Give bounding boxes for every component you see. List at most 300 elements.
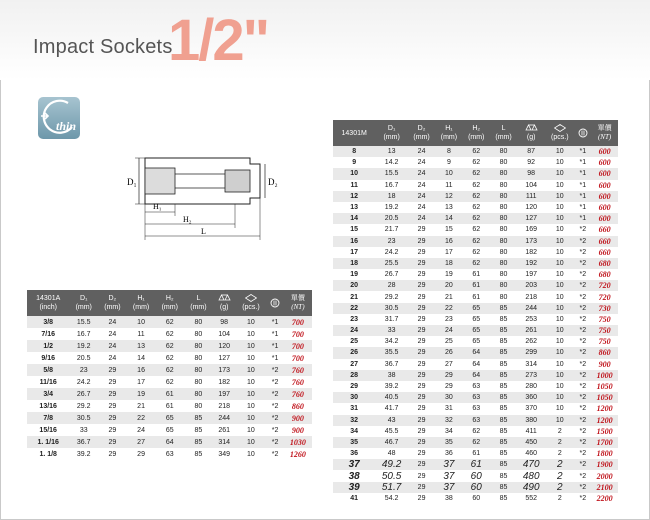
price-cell: 1700 (591, 437, 618, 448)
column-header-label: D₁ (80, 295, 88, 302)
table-cell: 29 (408, 470, 435, 481)
table-cell: 24.2 (375, 247, 408, 258)
table-cell: 34.2 (375, 336, 408, 347)
table-cell: 29 (408, 415, 435, 426)
column-header (375, 120, 408, 146)
table-cell: 24 (435, 325, 462, 336)
table-cell: 45.5 (375, 426, 408, 437)
size-cell: 20 (333, 280, 375, 291)
size-cell: 21 (333, 291, 375, 302)
table-cell: 10 (545, 280, 574, 291)
table-cell: 24 (98, 316, 127, 328)
table-cell: 85 (184, 412, 213, 424)
table-cell: 62 (463, 426, 490, 437)
table-cell: 262 (517, 336, 545, 347)
table-cell: 24 (98, 352, 127, 364)
table-cell: 61 (463, 448, 490, 459)
table-cell: 85 (490, 370, 517, 381)
table-cell: 29 (408, 336, 435, 347)
table-cell: 80 (490, 224, 517, 235)
table-cell: 31 (435, 403, 462, 414)
table-cell: 360 (517, 392, 545, 403)
table-cell: 80 (490, 258, 517, 269)
table-cell: 10 (236, 400, 267, 412)
table-cell: 10 (236, 424, 267, 436)
table-cell: 30.5 (375, 303, 408, 314)
table-cell: 120 (517, 202, 545, 213)
table-row (333, 448, 618, 459)
size-cell: 29 (333, 381, 375, 392)
price-cell: 760 (284, 364, 312, 376)
table-cell: 62 (463, 157, 490, 168)
table-cell: 40.5 (375, 392, 408, 403)
table-row (333, 146, 618, 157)
table-cell: 261 (517, 325, 545, 336)
table-cell: *2 (574, 392, 591, 403)
table-cell: 38 (435, 493, 462, 504)
table-cell: 24 (408, 213, 435, 224)
table-cell: *1 (266, 316, 284, 328)
table-row (333, 370, 618, 381)
table-cell: 25.5 (375, 258, 408, 269)
table-cell: *2 (574, 247, 591, 258)
table-cell: 15 (435, 224, 462, 235)
table-cell: 10 (545, 258, 574, 269)
table-cell: 173 (517, 236, 545, 247)
table-cell: *2 (266, 424, 284, 436)
price-cell: 730 (591, 303, 618, 314)
table-cell: 29 (98, 436, 127, 448)
table-cell: 10 (545, 157, 574, 168)
thin-wall-badge (38, 97, 80, 139)
table-cell: 460 (517, 448, 545, 459)
h1-label: H₁ (153, 202, 162, 211)
table-cell: *2 (574, 359, 591, 370)
price-cell: 1900 (591, 459, 618, 470)
table-cell: 43 (375, 415, 408, 426)
size-cell: 28 (333, 370, 375, 381)
price-cell: 720 (591, 291, 618, 302)
column-header-label: H₁ (137, 295, 145, 302)
table-cell: 19.2 (375, 202, 408, 213)
table-cell: 10 (545, 392, 574, 403)
table-cell: 29 (408, 370, 435, 381)
table-cell: 24 (127, 424, 156, 436)
price-cell: 1800 (591, 448, 618, 459)
table-cell: 173 (213, 364, 236, 376)
size-cell: 35 (333, 437, 375, 448)
table-cell: 29 (408, 224, 435, 235)
table-cell: 63 (463, 381, 490, 392)
table-cell: *1 (574, 191, 591, 202)
table-cell: 10 (236, 436, 267, 448)
table-cell: 24.2 (69, 376, 98, 388)
column-header (463, 120, 490, 146)
table-cell: 32 (435, 415, 462, 426)
price-cell: 2000 (591, 470, 618, 481)
price-cell: 1000 (591, 370, 618, 381)
table-cell: 62 (463, 168, 490, 179)
price-cell: 700 (284, 352, 312, 364)
table-cell: 24 (408, 146, 435, 157)
table-cell: 273 (517, 370, 545, 381)
table-cell: 11 (127, 328, 156, 340)
table-cell: *1 (574, 146, 591, 157)
price-cell: 720 (591, 280, 618, 291)
size-cell: 15/16 (27, 424, 69, 436)
size-cell: 15 (333, 224, 375, 235)
table-cell: 61 (463, 459, 490, 470)
price-cell: 660 (591, 247, 618, 258)
table-cell: *2 (574, 470, 591, 481)
price-cell: 1030 (284, 436, 312, 448)
table-cell: 64 (463, 370, 490, 381)
size-cell: 1/2 (27, 340, 69, 352)
table-cell: 30.5 (69, 412, 98, 424)
table-row (333, 381, 618, 392)
table-row (333, 157, 618, 168)
table-cell: 10 (236, 412, 267, 424)
table-cell: 85 (490, 381, 517, 392)
table-cell: 29 (408, 392, 435, 403)
column-header-label: 14301A (36, 295, 61, 302)
table-cell: *2 (574, 448, 591, 459)
price-cell: 660 (591, 236, 618, 247)
table-cell: 14 (435, 213, 462, 224)
size-cell: 10 (333, 168, 375, 179)
table-cell: 29 (98, 448, 127, 460)
table-cell: 62 (463, 224, 490, 235)
column-header (213, 290, 236, 316)
table-cell: 27 (127, 436, 156, 448)
table-row (333, 336, 618, 347)
price-cell: 1200 (591, 403, 618, 414)
table-cell: 62 (155, 328, 184, 340)
table-cell: 2 (545, 448, 574, 459)
table-row (27, 388, 312, 400)
box-icon (245, 295, 257, 302)
table-cell: 480 (517, 470, 545, 481)
column-header-unit: (mm) (104, 304, 121, 311)
column-header (27, 290, 69, 316)
table-cell: 17 (127, 376, 156, 388)
table-cell: 85 (490, 448, 517, 459)
size-cell: 5/8 (27, 364, 69, 376)
size-cell: 26 (333, 347, 375, 358)
table-cell: 21.7 (375, 224, 408, 235)
table-cell: 380 (517, 415, 545, 426)
table-cell: 29 (408, 347, 435, 358)
size-cell: 36 (333, 448, 375, 459)
table-cell: 80 (490, 269, 517, 280)
table-cell: 197 (517, 269, 545, 280)
table-cell: 35 (435, 437, 462, 448)
table-cell: 29 (127, 448, 156, 460)
table-cell: 24 (408, 157, 435, 168)
table-row (333, 291, 618, 302)
table-row (333, 180, 618, 191)
table-cell: 10 (545, 213, 574, 224)
table-cell: 50.5 (375, 470, 408, 481)
table-row (27, 400, 312, 412)
table-cell: 85 (490, 392, 517, 403)
table-cell: 10 (236, 388, 267, 400)
price-cell: 1050 (591, 381, 618, 392)
column-header (236, 290, 267, 316)
table-cell: 244 (213, 412, 236, 424)
table-cell: *2 (574, 336, 591, 347)
table-cell: 11 (435, 180, 462, 191)
table-cell: 127 (213, 352, 236, 364)
price-cell: 600 (591, 202, 618, 213)
table-cell: 29 (98, 376, 127, 388)
size-cell: 12 (333, 191, 375, 202)
column-header-label: D₂ (417, 125, 426, 132)
column-header-unit: (pcs.) (242, 304, 260, 311)
table-cell: 29 (98, 364, 127, 376)
column-header (545, 120, 574, 146)
table-cell: 15.5 (375, 168, 408, 179)
table-cell: 10 (545, 314, 574, 325)
table-cell: 10 (545, 146, 574, 157)
table-cell: 85 (184, 436, 213, 448)
table-cell: 62 (463, 146, 490, 157)
table-cell: 20 (435, 280, 462, 291)
table-cell: 60 (463, 493, 490, 504)
table-cell: 46.7 (375, 437, 408, 448)
table-cell: 22 (127, 412, 156, 424)
size-cell: 27 (333, 359, 375, 370)
column-header-unit: (mm) (132, 304, 150, 311)
table-cell: 85 (490, 470, 517, 481)
table-cell: 10 (236, 340, 267, 352)
table-cell: *2 (574, 325, 591, 336)
scale-icon (525, 125, 538, 132)
price-cell: 760 (284, 388, 312, 400)
table-cell: 10 (545, 336, 574, 347)
column-header-unit: (g) (219, 304, 229, 311)
table-cell: 85 (490, 303, 517, 314)
table-cell: 61 (463, 291, 490, 302)
table-cell: 29 (98, 388, 127, 400)
column-header (266, 290, 284, 316)
table-cell: *1 (574, 202, 591, 213)
table-cell: 62 (155, 316, 184, 328)
table-cell: 490 (517, 482, 545, 493)
table-cell: 20.5 (375, 213, 408, 224)
table-cell: *2 (574, 426, 591, 437)
table-cell: 349 (213, 448, 236, 460)
table-cell: 65 (463, 303, 490, 314)
table-cell: 65 (463, 314, 490, 325)
table-cell: 41.7 (375, 403, 408, 414)
table-cell: 13 (127, 340, 156, 352)
table-cell: 29 (408, 269, 435, 280)
table-row (333, 403, 618, 414)
table-cell: 19.2 (69, 340, 98, 352)
table-row (333, 247, 618, 258)
table-cell: 62 (463, 258, 490, 269)
table-cell: 85 (490, 314, 517, 325)
table-cell: 10 (545, 202, 574, 213)
table-cell: 62 (155, 352, 184, 364)
table-cell: 19 (127, 388, 156, 400)
table-cell: *1 (266, 328, 284, 340)
thin-badge-label: thin (55, 119, 76, 133)
column-header-unit: (pcs.) (551, 134, 569, 141)
table-cell: *2 (266, 376, 284, 388)
column-header (184, 290, 213, 316)
table-cell: 2 (545, 482, 574, 493)
l-label: L (201, 227, 206, 236)
table-cell: 10 (236, 316, 267, 328)
table-cell: 29 (408, 459, 435, 470)
table-cell: 62 (463, 202, 490, 213)
size-cell: 13/16 (27, 400, 69, 412)
table-cell: 65 (463, 336, 490, 347)
table-cell: 203 (517, 280, 545, 291)
table-cell: 85 (490, 325, 517, 336)
socket-icon (270, 300, 280, 307)
table-cell: 10 (236, 376, 267, 388)
table-cell: 13 (375, 146, 408, 157)
table-cell: 61 (155, 400, 184, 412)
table-cell: 29 (408, 258, 435, 269)
table-cell: 10 (545, 325, 574, 336)
table-cell: 80 (490, 180, 517, 191)
table-cell: *2 (266, 436, 284, 448)
column-header (574, 120, 591, 146)
table-cell: 104 (517, 180, 545, 191)
table-cell: 26.7 (69, 388, 98, 400)
table-cell: 2 (545, 470, 574, 481)
column-header-label: D₁ (387, 125, 396, 132)
column-header-unit: (mm) (75, 304, 92, 311)
table-cell: 19 (435, 269, 462, 280)
column-header-unit: (mm) (440, 134, 458, 141)
table-cell: 98 (517, 168, 545, 179)
price-cell: 700 (284, 328, 312, 340)
table-cell: 10 (545, 191, 574, 202)
size-cell: 34 (333, 426, 375, 437)
size-cell: 9/16 (27, 352, 69, 364)
price-cell: 680 (591, 258, 618, 269)
table-cell: 16.7 (375, 180, 408, 191)
table-cell: 26 (435, 347, 462, 358)
price-cell: 700 (284, 340, 312, 352)
column-header-label: H₁ (445, 125, 453, 132)
table-cell: 29 (408, 493, 435, 504)
table-cell: 31.7 (375, 314, 408, 325)
table-cell: 10 (545, 291, 574, 302)
size-cell: 25 (333, 336, 375, 347)
table-cell: 16 (127, 364, 156, 376)
table-cell: 85 (490, 403, 517, 414)
table-row (27, 436, 312, 448)
price-cell: 860 (284, 400, 312, 412)
table-cell: 80 (184, 316, 213, 328)
column-header-unit: (g) (526, 134, 536, 141)
table-cell: 80 (490, 191, 517, 202)
table-cell: 29 (408, 482, 435, 493)
table-cell: 29 (408, 426, 435, 437)
table-cell: 61 (463, 269, 490, 280)
table-cell: 314 (213, 436, 236, 448)
table-cell: *2 (574, 459, 591, 470)
table-cell: 10 (545, 370, 574, 381)
table-cell: 61 (463, 280, 490, 291)
table-cell: 10 (545, 403, 574, 414)
table-cell: 2 (545, 437, 574, 448)
table-row (27, 316, 312, 328)
table-cell: 60 (463, 470, 490, 481)
table-cell: 80 (490, 213, 517, 224)
size-cell: 23 (333, 314, 375, 325)
table-cell: 21 (435, 291, 462, 302)
table-row (333, 303, 618, 314)
table-cell: 62 (463, 247, 490, 258)
table-cell: 30 (435, 392, 462, 403)
table-cell: 39.2 (69, 448, 98, 460)
table-cell: 411 (517, 426, 545, 437)
table-cell: 10 (435, 168, 462, 179)
table-row (333, 269, 618, 280)
table-cell: 14 (127, 352, 156, 364)
table-cell: 10 (236, 328, 267, 340)
table-row (333, 213, 618, 224)
h2-label: H₂ (183, 215, 192, 224)
price-cell: 2100 (591, 482, 618, 493)
table-cell: 218 (517, 291, 545, 302)
price-cell: 900 (284, 412, 312, 424)
column-header-unit: (mm) (161, 304, 178, 311)
table-cell: *1 (266, 352, 284, 364)
table-cell: 65 (155, 412, 184, 424)
table-row (333, 415, 618, 426)
table-cell: 85 (490, 336, 517, 347)
table-cell: 29 (408, 291, 435, 302)
column-header-label: L (501, 125, 506, 132)
table-cell: 80 (184, 352, 213, 364)
table-cell: *2 (574, 381, 591, 392)
table-row (333, 459, 618, 470)
column-header-label: H₂ (472, 125, 481, 132)
price-cell: 600 (591, 146, 618, 157)
table-row (333, 202, 618, 213)
table-cell: 36.7 (375, 359, 408, 370)
table-cell: 261 (213, 424, 236, 436)
size-cell: 16 (333, 236, 375, 247)
table-cell: 33 (69, 424, 98, 436)
table-cell: 120 (213, 340, 236, 352)
column-header-label: H₂ (165, 295, 174, 302)
table-cell: 29 (98, 424, 127, 436)
table-cell: 62 (463, 191, 490, 202)
table-cell: *2 (574, 291, 591, 302)
size-cell: 37 (333, 459, 375, 470)
table-cell: 10 (545, 236, 574, 247)
table-cell: 29 (408, 448, 435, 459)
table-row (333, 347, 618, 358)
table-body (27, 316, 312, 460)
table-cell: 29 (408, 280, 435, 291)
table-cell: 62 (463, 213, 490, 224)
table-cell: 192 (517, 258, 545, 269)
table-cell: 18 (435, 258, 462, 269)
table-cell: 37 (435, 482, 462, 493)
price-cell: 750 (591, 325, 618, 336)
table-cell: 62 (155, 340, 184, 352)
